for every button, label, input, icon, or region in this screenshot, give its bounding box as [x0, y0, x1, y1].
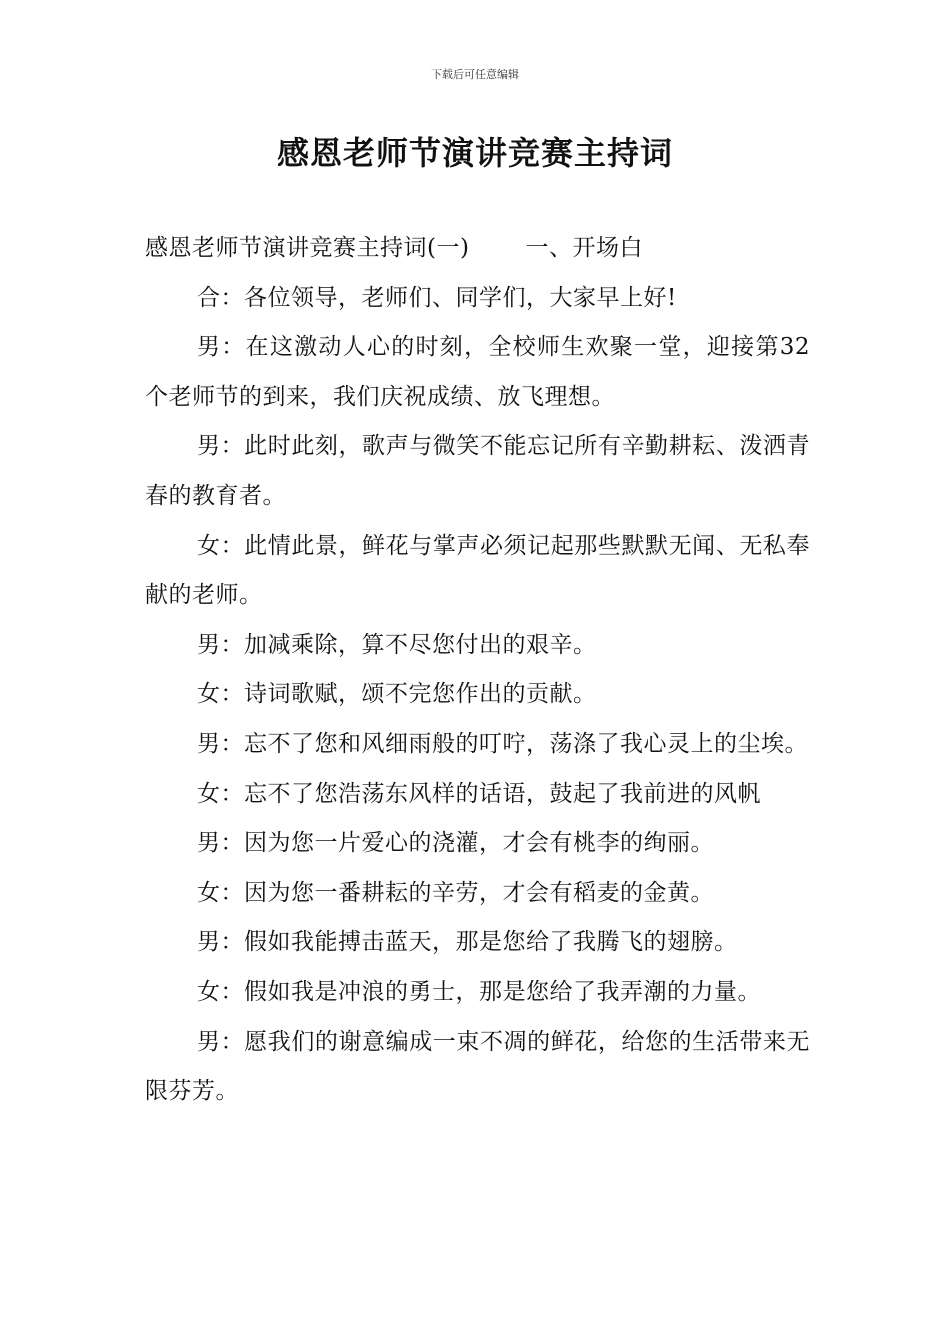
- document-title: 感恩老师节演讲竞赛主持词: [276, 134, 673, 172]
- paragraph: 男：此时此刻，歌声与微笑不能忘记所有辛勤耕耘、泼洒青春的教育者。: [145, 433, 810, 509]
- page-header-note: 下载后可任意编辑: [431, 68, 519, 81]
- paragraph: 合：各位领导，老师们、同学们，大家早上好!: [197, 284, 677, 311]
- section-heading: 一、开场白: [525, 235, 643, 261]
- paragraph: 女：假如我是冲浪的勇士，那是您给了我弄潮的力量。: [197, 978, 761, 1005]
- paragraph: 男：假如我能搏击蓝天，那是您给了我腾飞的翅膀。: [197, 929, 738, 956]
- paragraph: 男：忘不了您和风细雨般的叮咛，荡涤了我心灵上的尘埃。: [197, 730, 808, 757]
- paragraph: 女：此情此景，鲜花与掌声必须记起那些默默无闻、无私奉献的老师。: [145, 532, 810, 609]
- paragraph: 女：因为您一番耕耘的辛劳，才会有稻麦的金黄。: [197, 879, 714, 906]
- paragraph: 男：加减乘除，算不尽您付出的艰辛。: [197, 631, 597, 658]
- paragraph: 男：在这激动人心的时刻，全校师生欢聚一堂，迎接第32个老师节的到来，我们庆祝成绩、放飞理想。: [145, 334, 810, 410]
- paragraph: 女：忘不了您浩荡东风样的话语，鼓起了我前进的风帆: [197, 780, 761, 807]
- subtitle-line: [145, 224, 810, 274]
- document-body: [145, 224, 810, 1117]
- paragraph: 男：愿我们的谢意编成一束不凋的鲜花，给您的生活带来无限芬芳。: [145, 1028, 810, 1105]
- paragraph: 女：诗词歌赋，颂不完您作出的贡献。: [197, 681, 597, 708]
- paragraph: 男：因为您一片爱心的浇灌，才会有桃李的绚丽。: [197, 830, 714, 857]
- part-heading: 感恩老师节演讲竞赛主持词(一): [145, 235, 470, 261]
